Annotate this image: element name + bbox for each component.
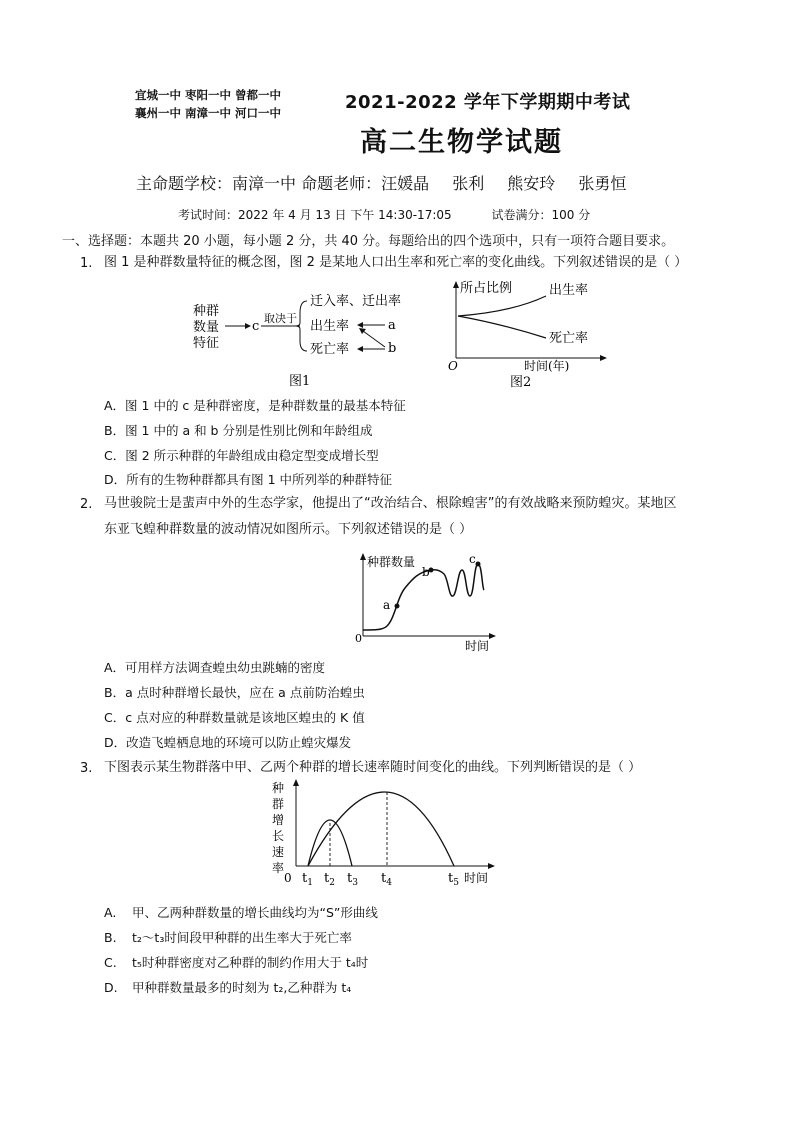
fig2-x-arrow xyxy=(600,355,607,361)
q2-option-d: D．改造飞蝗栖息地的环境可以防止蝗灾爆发 xyxy=(104,735,352,750)
fig1-decides-label: 取决于 xyxy=(264,312,297,325)
fig2-y-label: 所占比例 xyxy=(460,281,513,296)
q2-x-label: 时间 xyxy=(465,639,490,653)
q3-option-c-letter: C. xyxy=(104,955,117,970)
q3-x-arrow xyxy=(488,863,495,869)
q3-ylabel-char-5: 速 xyxy=(272,845,285,859)
q2-point-c xyxy=(476,562,481,567)
author-school: 主命题学校：南漳一中 命题老师：汪媛晶 xyxy=(136,174,430,193)
fig1-arrowhead-b-death xyxy=(357,346,363,352)
q2-x-arrow xyxy=(489,633,496,639)
fig1-label-line1: 种群 xyxy=(193,304,220,319)
q2-y-label: 种群数量 xyxy=(367,555,416,569)
q2-label-c: c xyxy=(469,552,476,566)
fig1-brace xyxy=(295,301,307,351)
q3-x-label: 时间 xyxy=(464,871,489,885)
figure-2-birth-death-chart xyxy=(442,278,612,390)
author-2: 张利 xyxy=(452,174,485,193)
author-3: 熊安玲 xyxy=(507,174,556,193)
subject-title: 高二生物学试题 xyxy=(360,127,563,158)
school-list-line2: 襄州一中 南漳一中 河口一中 xyxy=(135,106,282,120)
question-1-text: 图 1 是种群数量特征的概念图，图 2 是某地人口出生率和死亡率的变化曲线。下列叙述错误的是（ ） xyxy=(104,255,688,270)
fig2-x-label: 时间(年) xyxy=(524,359,570,373)
question-2-text-line2: 东亚飞蝗种群数量的波动情况如图所示。下列叙述错误的是（ ） xyxy=(104,522,473,537)
full-score: 试卷满分：100 分 xyxy=(491,208,591,222)
fig1-c-label: c xyxy=(252,319,260,334)
exam-title: 2021-2022 学年下学期期中考试 xyxy=(345,92,631,113)
fig1-a-label: a xyxy=(388,318,396,333)
fig2-birth-label: 出生率 xyxy=(549,283,589,298)
q3-ylabel-char-2: 群 xyxy=(272,797,285,811)
fig2-origin: O xyxy=(448,359,458,373)
q2-option-c: C．c 点对应的种群数量就是该地区蝗虫的 K 值 xyxy=(104,710,365,725)
question-1-number: 1. xyxy=(80,256,93,271)
q3-t2: $t_2$ xyxy=(324,871,335,888)
q3-option-b-letter: B. xyxy=(104,930,117,945)
q3-t4: $t_4$ xyxy=(381,871,392,888)
q3-option-c: t₅时种群密度对乙种群的制约作用大于 t₄时 xyxy=(132,955,369,970)
fig1-arrowhead-to-c xyxy=(245,323,251,329)
fig1-item-migration: 迁入率、迁出率 xyxy=(310,294,402,309)
fig2-death-curve xyxy=(458,316,546,338)
q3-t3: $t_3$ xyxy=(347,871,358,888)
q3-ylabel-char-6: 率 xyxy=(272,861,285,875)
section-title: 一、选择题：本题共 20 小题，每小题 2 分，共 40 分。每题给出的四个选项中，只有一项符合题目要求。 xyxy=(62,234,675,249)
figure-q3-growth-rate-chart xyxy=(268,778,498,890)
author-line xyxy=(136,171,644,194)
fig2-birth-curve xyxy=(458,296,546,316)
fig1-arrowhead-a xyxy=(357,322,363,328)
q3-ylabel-char-4: 长 xyxy=(272,829,285,843)
question-2-number: 2. xyxy=(80,497,93,512)
q3-option-a-letter: A. xyxy=(104,905,117,920)
q2-y-arrow xyxy=(360,553,366,560)
q1-option-d: D．所有的生物种群都具有图 1 中所列举的种群特征 xyxy=(104,472,393,487)
q1-option-b: B．图 1 中的 a 和 b 分别是性别比例和年龄组成 xyxy=(104,423,373,438)
fig1-caption: 图1 xyxy=(289,374,311,389)
author-4: 张勇恒 xyxy=(578,174,627,193)
q2-origin: 0 xyxy=(355,632,362,645)
question-2-text-line1: 马世骏院士是蜚声中外的生态学家，他提出了“改治结合、根除蝗害”的有效战略来预防蝗灾。某地区 xyxy=(104,496,677,511)
q2-label-b: b xyxy=(422,565,430,579)
fig1-b-label: b xyxy=(388,341,397,356)
q3-t1: $t_1$ xyxy=(302,871,313,888)
q3-option-d: 甲种群数量最多的时刻为 t₂,乙种群为 t₄ xyxy=(132,980,352,995)
q3-origin: 0 xyxy=(284,871,292,885)
question-3-text: 下图表示某生物群落中甲、乙两个种群的增长速率随时间变化的曲线。下列判断错误的是（ ） xyxy=(104,760,642,775)
q3-t5: $t_5$ xyxy=(448,871,459,888)
q1-option-a: A．图 1 中的 c 是种群密度，是种群数量的最基本特征 xyxy=(104,398,406,413)
q2-point-a xyxy=(395,604,400,609)
school-list xyxy=(135,86,281,122)
exam-meta xyxy=(178,206,626,223)
q1-option-c: C．图 2 所示种群的年龄组成由稳定型变成增长型 xyxy=(104,448,379,463)
question-3-number: 3. xyxy=(80,761,93,776)
q3-ylabel-char-1: 种 xyxy=(272,781,285,795)
fig1-arrow-b-to-birth xyxy=(363,331,385,347)
fig1-label-line3: 特征 xyxy=(193,336,220,351)
fig1-arrowhead-b-birth xyxy=(359,328,366,334)
fig1-item-birth: 出生率 xyxy=(310,319,350,334)
q2-option-a: A．可用样方法调查蝗虫幼虫跳蝻的密度 xyxy=(104,660,326,675)
exam-time: 考试时间：2022 年 4 月 13 日 下午 14:30-17:05 xyxy=(178,208,452,222)
fig2-death-label: 死亡率 xyxy=(549,331,589,346)
q3-ylabel-char-3: 增 xyxy=(272,813,285,827)
fig2-caption: 图2 xyxy=(510,375,532,390)
figure-1-concept-map xyxy=(185,285,425,395)
school-list-line1: 宜城一中 枣阳一中 曾都一中 xyxy=(135,88,282,102)
q3-y-arrow xyxy=(293,779,299,786)
figure-q2-population-chart xyxy=(345,550,500,658)
fig2-y-arrow xyxy=(453,281,459,288)
q2-label-a: a xyxy=(383,598,391,612)
q2-option-b: B．a 点时种群增长最快，应在 a 点前防治蝗虫 xyxy=(104,685,365,700)
q3-option-d-letter: D. xyxy=(104,980,118,995)
fig1-label-line2: 数量 xyxy=(193,320,220,335)
q3-option-a: 甲、乙两种群数量的增长曲线均为“S”形曲线 xyxy=(132,905,378,920)
fig1-item-death: 死亡率 xyxy=(310,342,350,357)
q3-option-b: t₂～t₃时间段甲种群的出生率大于死亡率 xyxy=(132,930,352,945)
